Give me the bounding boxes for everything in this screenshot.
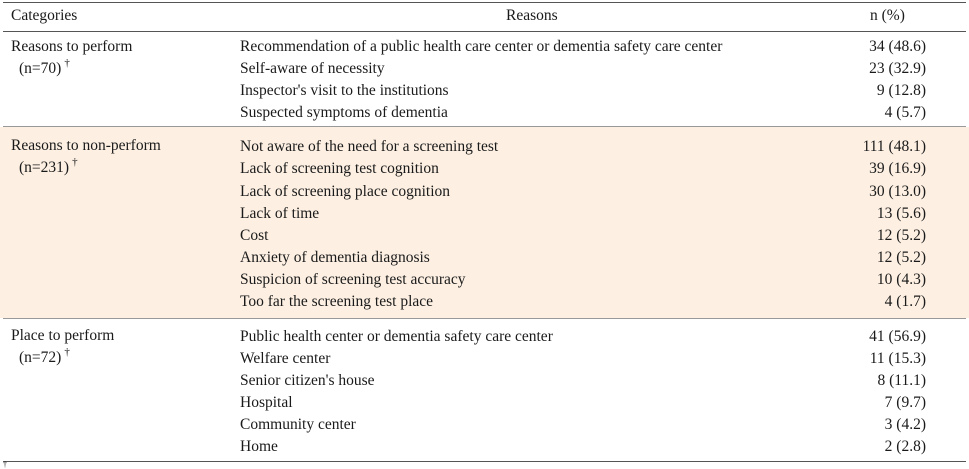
- reason-label: Too far the screening test place: [240, 293, 434, 310]
- header-n-percent: n (%): [870, 7, 905, 24]
- table-top-rule: [3, 2, 966, 3]
- group-place-to-perform: [0, 319, 969, 461]
- reason-count: 4 (5.7): [884, 104, 926, 121]
- reason-count: 30 (13.0): [869, 183, 926, 200]
- reason-label: Lack of screening test cognition: [240, 160, 439, 177]
- reason-label: Suspected symptoms of dementia: [240, 104, 448, 121]
- reason-label: Self-aware of necessity: [240, 60, 385, 77]
- reason-label: Inspector's visit to the institutions: [240, 82, 449, 99]
- reason-count: 11 (15.3): [869, 350, 926, 367]
- table-bottom-rule: [3, 461, 966, 462]
- reason-label: Lack of time: [240, 205, 320, 222]
- category-name: Reasons to non-perform: [11, 137, 161, 154]
- dagger-mark: †: [72, 156, 78, 168]
- reason-count: 8 (11.1): [877, 372, 926, 389]
- reason-count: 2 (2.8): [884, 438, 926, 455]
- dagger-mark: †: [64, 57, 70, 69]
- category-name: Reasons to perform: [11, 38, 133, 55]
- reason-label: Hospital: [240, 394, 293, 411]
- category-sample-size: (n=70) †: [19, 57, 70, 77]
- reason-label: Recommendation of a public health care center or dementia safety care center: [240, 38, 723, 55]
- reason-count: 39 (16.9): [869, 160, 926, 177]
- reason-label: Home: [240, 438, 278, 455]
- reason-label: Community center: [240, 416, 356, 433]
- dagger-mark: †: [64, 346, 70, 358]
- reason-label: Not aware of the need for a screening test: [240, 138, 499, 155]
- reason-label: Public health center or dementia safety care center: [240, 328, 553, 345]
- reason-count: 23 (32.9): [869, 60, 926, 77]
- footnote-dagger: †: [3, 460, 7, 469]
- reason-count: 4 (1.7): [884, 293, 926, 310]
- category-sample-size: (n=231) †: [19, 156, 78, 176]
- reason-count: 41 (56.9): [869, 328, 926, 345]
- reason-count: 3 (4.2): [884, 416, 926, 433]
- reason-count: 13 (5.6): [876, 205, 926, 222]
- reason-count: 12 (5.2): [876, 249, 926, 266]
- reason-count: 34 (48.6): [869, 38, 926, 55]
- reason-count: 7 (9.7): [884, 394, 926, 411]
- header-reasons: Reasons: [506, 7, 558, 24]
- reason-count: 9 (12.8): [876, 82, 926, 99]
- reason-label: Cost: [240, 227, 269, 244]
- group-reasons-to-perform: [0, 32, 969, 126]
- reason-label: Anxiety of dementia diagnosis: [240, 249, 430, 266]
- reason-count: 10 (4.3): [876, 271, 926, 288]
- reason-label: Senior citizen's house: [240, 372, 375, 389]
- header-categories: Categories: [11, 7, 78, 24]
- reason-label: Welfare center: [240, 350, 331, 367]
- reason-label: Lack of screening place cognition: [240, 183, 451, 200]
- category-name: Place to perform: [11, 327, 115, 344]
- reason-count: 12 (5.2): [876, 227, 926, 244]
- category-sample-size: (n=72) †: [19, 346, 70, 366]
- group-reasons-to-non-perform: [0, 127, 969, 318]
- reason-label: Suspicion of screening test accuracy: [240, 271, 466, 288]
- reason-count: 111 (48.1): [862, 138, 926, 155]
